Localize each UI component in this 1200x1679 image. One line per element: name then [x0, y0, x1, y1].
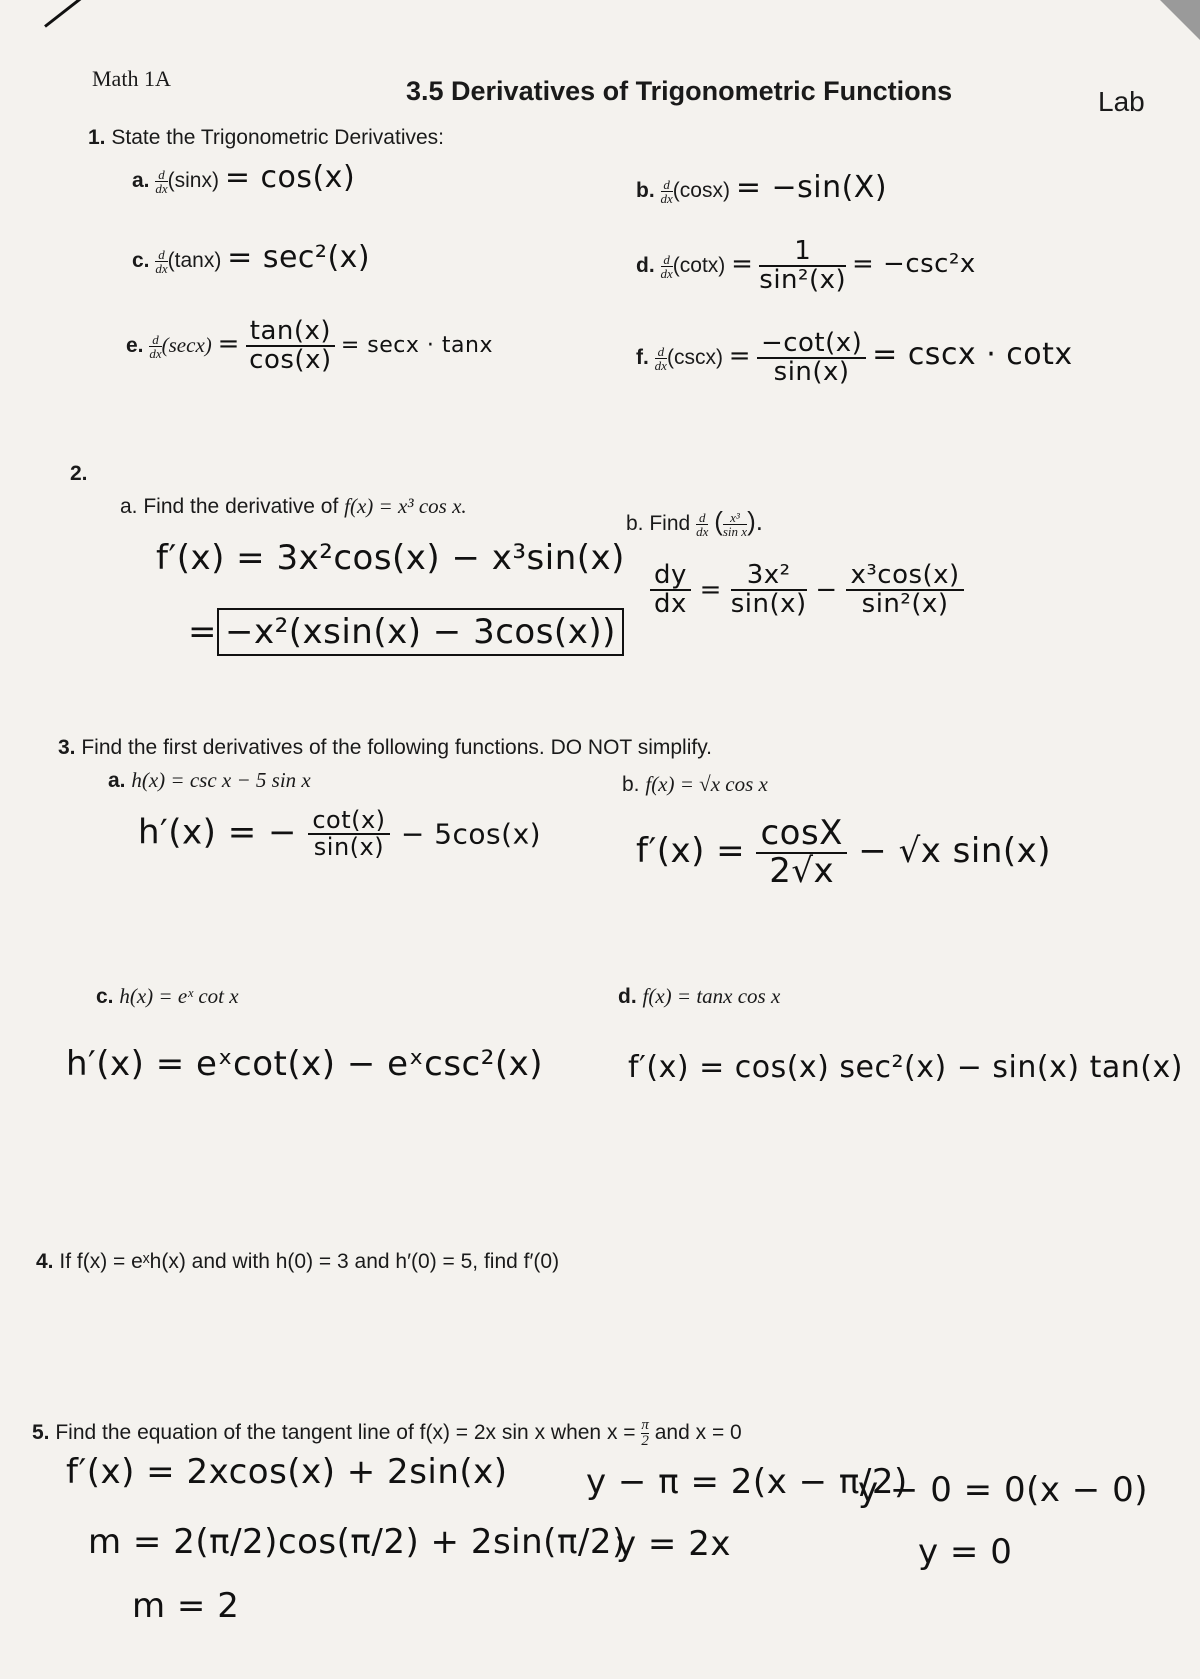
- q3a-label: a.: [108, 769, 126, 792]
- q1d-simplified: = −csc²x: [851, 248, 976, 279]
- q2b-expression: $\frac{\text{x³}}{\text{sin x}}$: [722, 509, 748, 539]
- ddx-operator: $\frac{d}{dx}$: [696, 509, 709, 539]
- q5-tangent1-point-slope: y − π = 2(x − π/2): [586, 1462, 908, 1502]
- q2b-text: Find: [649, 512, 691, 535]
- q1b-function: (cosx): [672, 179, 730, 202]
- q4-prompt: If f(x) = eˣh(x) and with h(0) = 3 and h′(0) = 5, find f′(0): [59, 1250, 560, 1273]
- q1e-equals: =: [217, 328, 240, 359]
- q5-number: 5.: [32, 1421, 50, 1445]
- q3d-answer: f′(x) = cos(x) sec²(x) − sin(x) tan(x): [628, 1050, 1183, 1085]
- ddx-operator: $\frac{d}{dx}$: [155, 166, 168, 196]
- q3a-lhs: h′(x) = −: [138, 812, 298, 853]
- ddx-operator: $\frac{d}{dx}$: [660, 176, 673, 206]
- q4-heading: [36, 1250, 559, 1274]
- q3b-answer: [636, 813, 1052, 891]
- q2a-expression: f(x) = x³ cos x.: [344, 494, 467, 518]
- q1a-function: (sinx): [167, 169, 219, 192]
- q1f-simplified: = cscx · cotx: [872, 336, 1073, 372]
- ddx-operator: $\frac{d}{dx}$: [149, 331, 162, 361]
- q2b-work: $\frac{dy}{dx}$ = $\frac{\text{3x²}}{\sin(x)}$ − $\frac{\text{x³cos(x)}}{\text{sin²(x)}}$: [650, 562, 964, 619]
- q5-tangent2-point-slope: y − 0 = 0(x − 0): [858, 1470, 1148, 1510]
- q1b-label: b.: [636, 179, 655, 202]
- page-corner-shadow: [1160, 0, 1200, 40]
- q2a-prompt: [120, 494, 467, 519]
- q5-tangent2: y = 0: [918, 1532, 1013, 1572]
- q1c-label: c.: [132, 249, 150, 272]
- q5-pi-over-2: $\frac{\pi}{2}$: [641, 1417, 649, 1449]
- q3b-fraction: $\frac{\cos X}{2√x}$: [756, 816, 847, 889]
- q1f-function: (cscx): [666, 345, 723, 369]
- q2a-text: Find the derivative of: [143, 495, 339, 518]
- q3c-prompt: [96, 984, 239, 1009]
- pen-mark: [44, 0, 93, 28]
- q2a-final-answer: −x²(xsin(x) − 3cos(x)): [217, 608, 624, 656]
- q1d-function: (cotx): [672, 253, 726, 277]
- q3c-expression: h(x) = eˣ cot x: [119, 984, 239, 1008]
- q1b-answer: = −sin(X): [735, 170, 888, 205]
- q3c-label: c.: [96, 985, 114, 1008]
- q3a-prompt: [108, 768, 311, 793]
- q1c: [132, 240, 370, 275]
- q5-prompt-start: Find the equation of the tangent line of f(x) = 2x sin x when x =: [55, 1421, 636, 1445]
- q2b-minus: −: [815, 574, 838, 605]
- q2b-lhs: $\frac{dy}{dx}$: [650, 562, 691, 619]
- q1-prompt: State the Trigonometric Derivatives:: [111, 126, 444, 149]
- q1d-fraction: $\frac{1}{\text{sin²(x)}}$: [759, 236, 847, 296]
- q5-slope-work: m = 2(π/2)cos(π/2) + 2sin(π/2): [88, 1522, 626, 1562]
- q1e-function: (secx): [161, 332, 212, 357]
- q4-number: 4.: [36, 1250, 54, 1273]
- q3b-expression: f(x) = √x cos x: [645, 772, 768, 796]
- q1d: [636, 238, 976, 295]
- q1e-simplified: = secx · tanx: [340, 332, 493, 358]
- q1c-function: (tanx): [167, 249, 222, 272]
- q5-heading: [32, 1418, 742, 1449]
- q5-tangent1: y = 2x: [616, 1524, 731, 1564]
- q1f-equals: =: [728, 340, 752, 371]
- q3-number: 3.: [58, 736, 76, 759]
- q1d-equals: =: [731, 248, 754, 279]
- q5-prompt-end: and x = 0: [654, 1421, 742, 1445]
- ddx-operator: $\frac{d}{dx}$: [654, 343, 667, 373]
- q1f-label: f.: [636, 345, 649, 369]
- q2b-term2: $\frac{\text{x³cos(x)}}{\text{sin²(x)}}$: [846, 562, 963, 619]
- q1-number: 1.: [88, 126, 106, 149]
- q2a-label: a.: [120, 495, 138, 518]
- q1c-answer: = sec²(x): [227, 240, 371, 275]
- q1f: [636, 330, 1073, 387]
- q3a-answer: [138, 808, 541, 860]
- lab-tag: Lab: [1098, 86, 1145, 117]
- course-label: Math 1A: [92, 66, 171, 91]
- q3d-prompt: [618, 984, 780, 1009]
- q1-heading: [88, 126, 444, 150]
- q2-number: 2.: [70, 462, 88, 485]
- q2a-equals: =: [188, 612, 217, 652]
- q1a: [132, 160, 355, 195]
- q5-derivative: f′(x) = 2xcos(x) + 2sin(x): [66, 1452, 508, 1492]
- ddx-operator: $\frac{d}{dx}$: [155, 246, 168, 276]
- q3-heading: [58, 736, 712, 760]
- q1e-label: e.: [126, 333, 144, 357]
- q1d-label: d.: [636, 253, 655, 277]
- page-title: 3.5 Derivatives of Trigonometric Functions: [406, 76, 953, 106]
- q1f-fraction: $\frac{-\cot(x)}{\sin(x)}$: [757, 330, 866, 387]
- q3c-answer: h′(x) = eˣcot(x) − eˣcsc²(x): [66, 1044, 544, 1084]
- q3b-prompt: [622, 772, 768, 797]
- q1a-label: a.: [132, 169, 150, 192]
- q1e: [126, 318, 493, 375]
- ddx-operator: $\frac{d}{dx}$: [660, 251, 673, 281]
- q2b-prompt: b. Find $\frac{d}{dx}$ ( $\frac{\text{x³}}{\text{sin x}}$ ).: [626, 506, 763, 539]
- q2b-term1: $\frac{\text{3x²}}{\sin(x)}$: [730, 560, 807, 620]
- q3b-label: b.: [622, 773, 640, 796]
- q1e-fraction: $\frac{\tan(x)}{\cos(x)}$: [246, 318, 335, 375]
- q1a-answer: = cos(x): [224, 160, 356, 195]
- q2b-label: b.: [626, 512, 644, 535]
- q2a-work-line1: f′(x) = 3x²cos(x) − x³sin(x): [156, 538, 625, 578]
- q3d-expression: f(x) = tanx cos x: [642, 984, 781, 1008]
- q2a-work-line2: [188, 612, 624, 652]
- q3b-rest: − √x sin(x): [858, 831, 1052, 872]
- q3a-fraction: $\frac{\cot(x)}{\sin(x)}$: [308, 808, 389, 860]
- q3a-expression: h(x) = csc x − 5 sin x: [131, 768, 311, 792]
- q3b-lhs: f′(x) =: [636, 831, 746, 872]
- q3a-rest: − 5cos(x): [400, 817, 542, 851]
- q3d-label: d.: [618, 985, 637, 1008]
- q5-slope: m = 2: [132, 1586, 240, 1626]
- q3-prompt: Find the first derivatives of the following functions. DO NOT simplify.: [81, 736, 712, 759]
- q1b: [636, 170, 887, 205]
